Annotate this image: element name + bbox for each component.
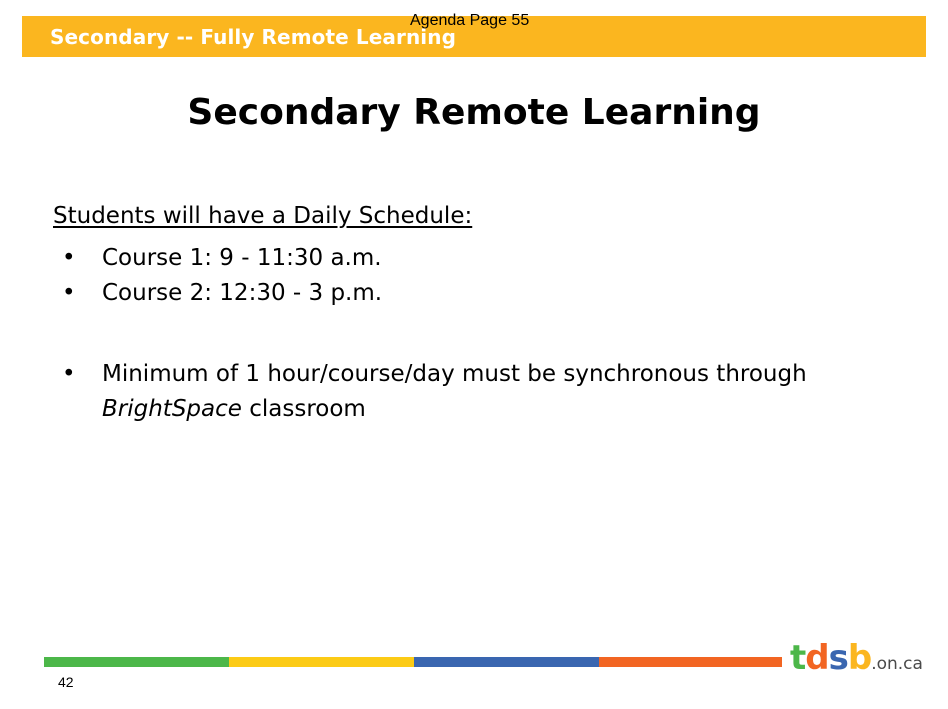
tdsb-logo xyxy=(790,638,923,678)
logo-letter-d: d xyxy=(805,638,829,678)
agenda-page-label: Agenda Page 55 xyxy=(410,12,530,29)
bullet-continuation xyxy=(102,396,366,422)
bullet-text: Course 2: 12:30 - 3 p.m. xyxy=(102,280,383,306)
footer-stripe-green xyxy=(44,657,229,667)
footer-stripe-orange xyxy=(599,657,782,667)
bullet-text: Course 1: 9 - 11:30 a.m. xyxy=(102,245,382,271)
classroom-label: classroom xyxy=(249,396,366,422)
logo-letter-s: s xyxy=(828,638,848,678)
schedule-heading: Students will have a Daily Schedule: xyxy=(53,203,473,229)
logo-letter-b: b xyxy=(847,638,872,678)
slide-title: Secondary Remote Learning xyxy=(187,92,761,133)
bullet-icon: • xyxy=(62,245,76,271)
brightspace-label: BrightSpace xyxy=(102,396,242,422)
bullet-icon: • xyxy=(62,361,76,387)
logo-suffix: .on.ca xyxy=(871,654,923,674)
header-title: Secondary -- Fully Remote Learning xyxy=(50,25,457,49)
bullet-icon: • xyxy=(62,280,76,306)
bullet-text: Minimum of 1 hour/course/day must be synchronous through xyxy=(102,361,807,387)
footer-stripe-blue xyxy=(414,657,599,667)
logo-letter-t: t xyxy=(790,638,806,678)
page-number: 42 xyxy=(58,674,74,690)
footer-stripe-yellow xyxy=(229,657,414,667)
